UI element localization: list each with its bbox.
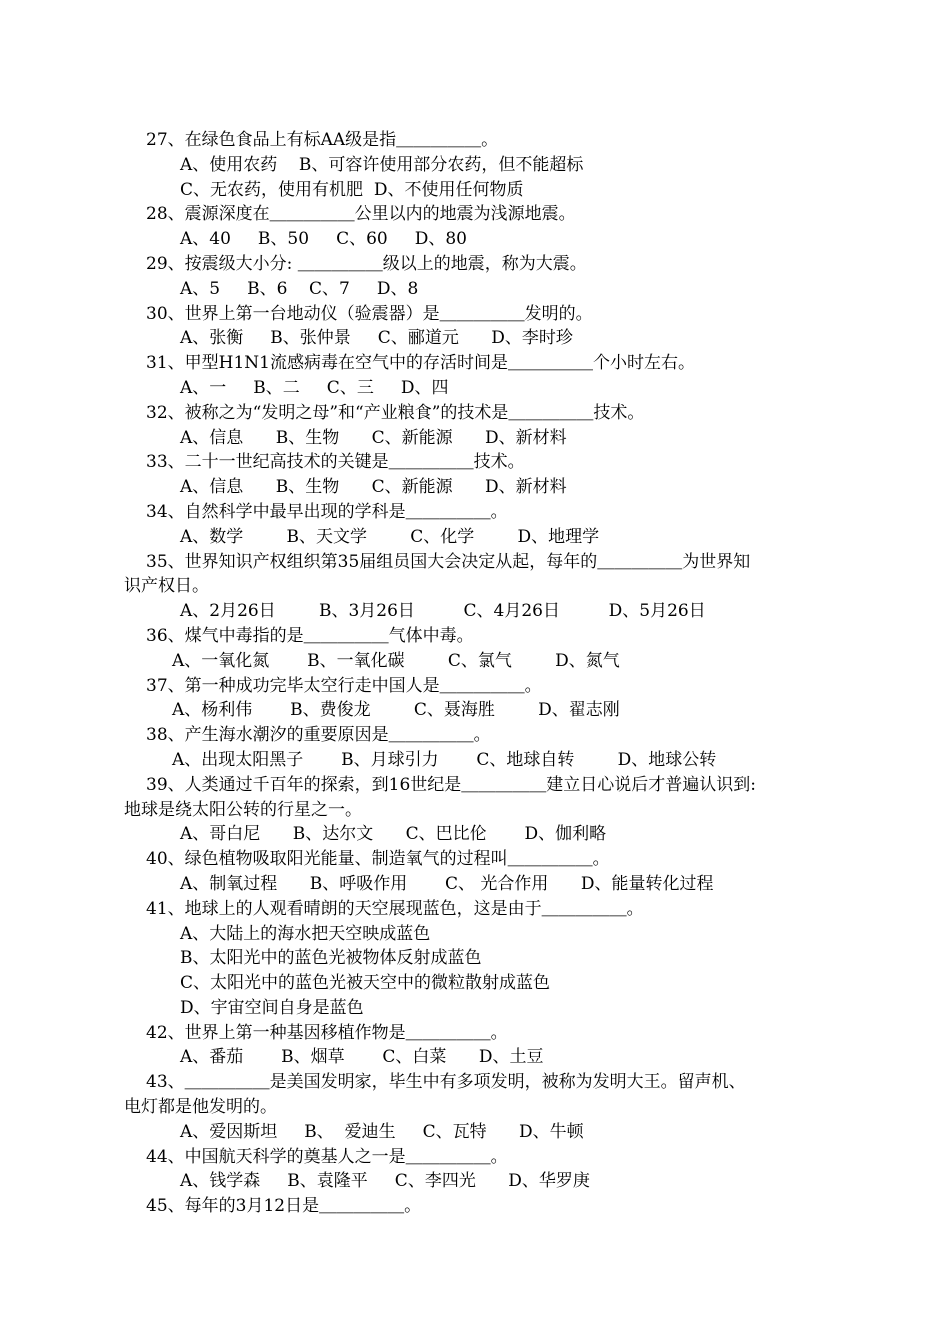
question-line: 28、震源深度在＿＿＿＿＿公里以内的地震为浅源地震。: [146, 204, 576, 225]
question-list: [0, 128, 950, 1219]
question-line: 36、煤气中毒指的是＿＿＿＿＿气体中毒。: [146, 625, 474, 646]
option-line: A、5 B、6 C、7 D、8: [180, 278, 419, 299]
option-line: C、太阳光中的蓝色光被天空中的微粒散射成蓝色: [180, 973, 551, 994]
option-line: A、大陆上的海水把天空映成蓝色: [180, 923, 431, 944]
question-line: 40、绿色植物吸取阳光能量、制造氧气的过程叫＿＿＿＿＿。: [146, 849, 610, 870]
question-line: 39、人类通过千百年的探索，到16世纪是＿＿＿＿＿建立日心说后才普遍认识到:: [146, 774, 756, 795]
option-line: A、2月26日 B、3月26日 C、4月26日 D、5月26日: [180, 601, 706, 622]
option-line: A、信息 B、生物 C、新能源 D、新材料: [180, 427, 567, 448]
option-line: A、制氧过程 B、呼吸作用 C、 光合作用 D、能量转化过程: [180, 873, 714, 894]
option-line: A、哥白尼 B、达尔文 C、巴比伦 D、伽利略: [180, 824, 607, 845]
option-line: A、杨利伟 B、费俊龙 C、聂海胜 D、翟志刚: [172, 700, 620, 721]
question-line: 33、二十一世纪高技术的关键是＿＿＿＿＿技术。: [146, 452, 525, 473]
option-line: A、信息 B、生物 C、新能源 D、新材料: [180, 477, 567, 498]
question-line: 43、＿＿＿＿＿是美国发明家，毕生中有多项发明，被称为发明大王。留声机、: [146, 1072, 746, 1093]
option-line: A、钱学森 B、袁隆平 C、李四光 D、华罗庚: [180, 1171, 590, 1192]
option-line: A、爱因斯坦 B、 爱迪生 C、瓦特 D、牛顿: [180, 1121, 584, 1142]
option-line: A、张衡 B、张仲景 C、郦道元 D、李时珍: [180, 328, 573, 349]
question-line: 31、甲型H1N1流感病毒在空气中的存活时间是＿＿＿＿＿个小时左右。: [146, 353, 695, 374]
question-line: 35、世界知识产权组织第35届组员国大会决定从起，每年的＿＿＿＿＿为世界知: [146, 551, 751, 572]
question-line: 41、地球上的人观看晴朗的天空展现蓝色，这是由于＿＿＿＿＿。: [146, 898, 644, 919]
question-line: 29、按震级大小分: ＿＿＿＿＿级以上的地震，称为大震。: [146, 253, 587, 274]
option-line: A、一氧化氮 B、一氧化碳 C、氯气 D、氮气: [172, 650, 620, 671]
question-line: 30、世界上第一台地动仪（验震器）是＿＿＿＿＿发明的。: [146, 303, 593, 324]
question-line: 34、自然科学中最早出现的学科是＿＿＿＿＿。: [146, 501, 508, 522]
question-line: 44、中国航天科学的奠基人之一是＿＿＿＿＿。: [146, 1146, 508, 1167]
question-line: 42、世界上第一种基因移植作物是＿＿＿＿＿。: [146, 1022, 508, 1043]
question-line: 37、第一种成功完毕太空行走中国人是＿＿＿＿＿。: [146, 675, 542, 696]
option-line: A、使用农药 B、可容许使用部分农药，但不能超标: [180, 154, 584, 175]
question-continuation-line: 识产权日。: [124, 576, 209, 597]
question-line: 27、在绿色食品上有标AA级是指＿＿＿＿＿。: [146, 130, 499, 150]
question-line: 38、产生海水潮汐的重要原因是＿＿＿＿＿。: [146, 725, 491, 746]
option-line: D、宇宙空间自身是蓝色: [180, 997, 364, 1018]
question-line: 32、被称之为“发明之母”和“产业粮食”的技术是＿＿＿＿＿技术。: [146, 402, 645, 423]
option-line: A、一 B、二 C、三 D、四: [180, 377, 449, 398]
question-line: 45、每年的3月12日是＿＿＿＿＿。: [146, 1196, 422, 1217]
question-continuation-line: 电灯都是他发明的。: [124, 1097, 277, 1118]
option-line: A、番茄 B、烟草 C、白菜 D、土豆: [180, 1047, 544, 1068]
option-line: A、数学 B、天文学 C、化学 D、地理学: [180, 526, 600, 547]
option-line: A、出现太阳黑子 B、月球引力 C、地球自转 D、地球公转: [172, 749, 717, 770]
option-line: C、无农药，使用有机肥 D、不使用任何物质: [180, 179, 524, 200]
option-line: B、太阳光中的蓝色光被物体反射成蓝色: [180, 948, 482, 969]
question-continuation-line: 地球是绕太阳公转的行星之一。: [124, 799, 362, 820]
option-line: A、40 B、50 C、60 D、80: [180, 229, 467, 250]
